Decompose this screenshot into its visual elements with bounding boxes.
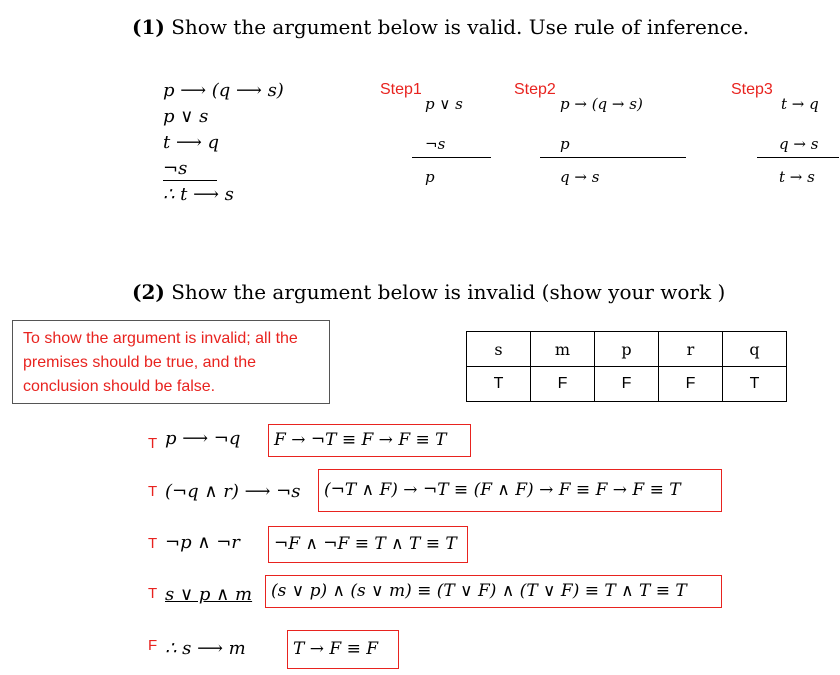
step2-rule (540, 157, 686, 158)
truth-assignment-table (466, 331, 787, 402)
step3-mid: q → s (779, 135, 819, 153)
step3-result: t → s (779, 168, 815, 186)
table-value-cell: F (659, 367, 723, 402)
row2-work-box: (¬T ∧ F) → ¬T ≡ (F ∧ F) → F ≡ F → F ≡ T (318, 469, 722, 512)
step2-top: p → (q → s) (560, 95, 643, 113)
table-header-cell: s (467, 332, 531, 367)
q2-title: Show the argument below is invalid (show your work ) (171, 280, 726, 304)
row4-work-box: (s ∨ p) ∧ (s ∨ m) ≡ (T ∨ F) ∧ (T ∨ F) ≡ T ∧ T ≡ T (265, 575, 722, 608)
step1-top: p ∨ s (425, 95, 463, 113)
row3-premise: ¬p ∧ ¬r (165, 532, 240, 553)
table-header-cell: p (595, 332, 659, 367)
row5-work-box: T → F ≡ F (287, 630, 399, 669)
step3-label: Step3 (731, 81, 773, 98)
row1-premise: p ⟶ ¬q (165, 428, 241, 449)
row1-work-box: F → ¬T ≡ F → F ≡ T (268, 424, 471, 457)
table-header-cell: q (723, 332, 787, 367)
q1-premise-rule (163, 180, 217, 181)
step3-top: t → q (781, 95, 819, 113)
q1-conclusion: ∴ t ⟶ s (163, 184, 234, 205)
q1-premise-1: p ⟶ (q ⟶ s) (163, 80, 284, 101)
table-value-cell: T (723, 367, 787, 402)
row3-work-box: ¬F ∧ ¬F ≡ T ∧ T ≡ T (268, 526, 468, 563)
q1-premise-4: ¬s (163, 158, 188, 179)
step2-mid: p (560, 135, 570, 153)
q2-number: (2) (132, 280, 165, 304)
row4-truth-value: T (148, 585, 158, 602)
q1-number: (1) (132, 15, 165, 39)
q1-heading (132, 15, 749, 39)
row5-conclusion: ∴ s ⟶ m (165, 638, 246, 659)
step2-result: q → s (560, 168, 600, 186)
step1-mid: ¬s (425, 135, 446, 153)
table-value-cell: F (531, 367, 595, 402)
table-value-cell: T (467, 367, 531, 402)
q1-premise-2: p ∨ s (163, 106, 209, 127)
table-value-row (467, 367, 787, 402)
step1-rule (412, 157, 491, 158)
step1-label: Step1 (380, 81, 422, 98)
table-header-cell: r (659, 332, 723, 367)
row5-truth-value: F (148, 637, 158, 654)
q1-premise-3: t ⟶ q (163, 132, 220, 153)
table-header-cell: m (531, 332, 595, 367)
row3-truth-value: T (148, 535, 158, 552)
q1-title: Show the argument below is valid. Use rule of inference. (171, 15, 750, 39)
row2-premise: (¬q ∧ r) ⟶ ¬s (165, 481, 301, 502)
row1-truth-value: T (148, 435, 158, 452)
invalid-note-box: To show the argument is invalid; all the premises should be true, and the conclusion should be false. (12, 320, 330, 404)
step3-rule (757, 157, 839, 158)
step2-label: Step2 (514, 81, 556, 98)
table-header-row (467, 332, 787, 367)
step1-result: p (425, 168, 435, 186)
row4-premise: s ∨ p ∧ m (165, 584, 253, 605)
q2-heading (132, 280, 725, 304)
row2-truth-value: T (148, 483, 158, 500)
table-value-cell: F (595, 367, 659, 402)
